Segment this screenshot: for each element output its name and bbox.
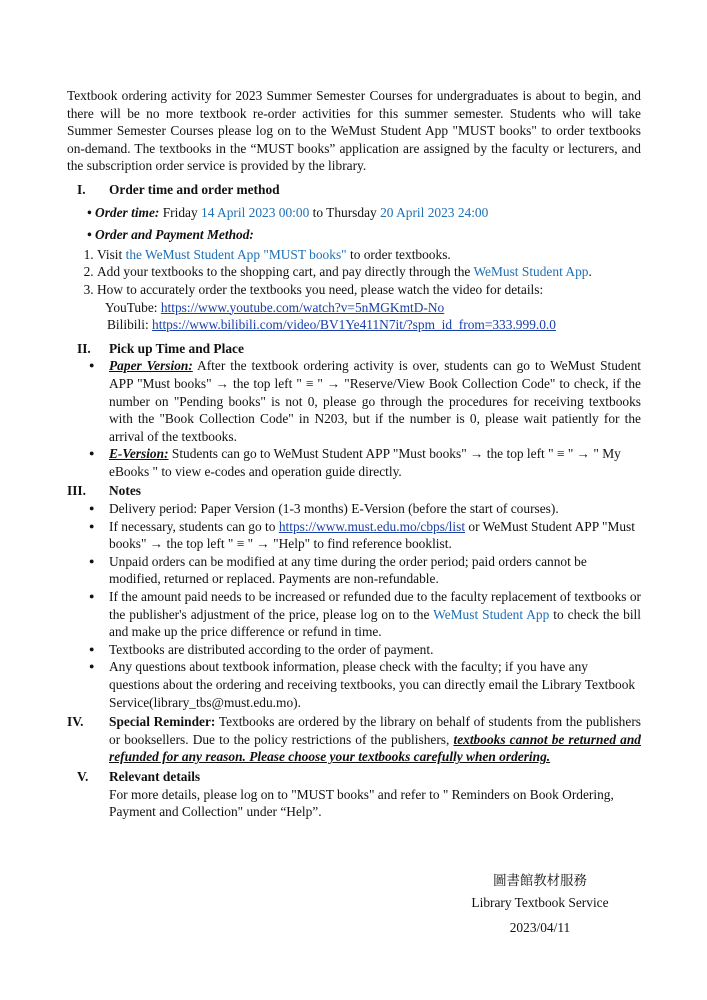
section-number: V. [77,768,89,784]
relevant-details-text: For more details, please log on to "MUST books" and refer to " Reminders on Book Ordering, Payment and Collection" under “Help”. [109,786,614,820]
order-time-line: • Order time: Friday 14 April 2023 00:00 to Thursday 20 April 2023 24:00 [87,204,489,220]
list-item: 1. Visit the WeMust Student App "MUST books" to order textbooks. [97,246,641,264]
paper-version-label: Paper Version: [109,358,193,374]
section-title: Order time and order method [109,181,280,197]
special-reminder-label: Special Reminder: [109,714,216,730]
list-item: 3. How to accurately order the textbooks you need, please watch the video for details: [97,281,641,299]
list-item: 2. Add your textbooks to the shopping cart, and pay directly through the WeMust Student App. [97,263,641,281]
section-number: III. [67,483,86,499]
no-refund-warning: textbooks cannot be returned and refunded for any reason. Please choose your textbooks carefully when ordering. [109,731,641,765]
order-steps-list [67,246,641,299]
section-2-heading [67,340,641,358]
order-time-label: • Order time: [87,204,160,220]
pickup-list [67,357,641,480]
list-item: ● Unpaid orders can be modified at any time during the order period; paid orders cannot be modified, returned or replaced. Payments are non-refundable. [89,553,641,588]
booklist-link[interactable]: https://www.must.edu.mo/cbps/list [278,518,466,534]
section-1-heading [67,181,641,199]
section-number: I. [77,181,86,197]
wemust-app-link[interactable]: WeMust Student App [433,606,550,622]
signature-chinese: 圖書館教材服務 [493,873,587,888]
list-item: ● Delivery period: Paper Version (1-3 months) E-Version (before the start of courses). [89,500,641,518]
section-3-heading [67,482,641,500]
order-method-label: • Order and Payment Method: [87,227,254,243]
notes-list [67,500,641,711]
list-item: ● Textbooks are distributed according to the order of payment. [89,641,641,659]
list-item: ● If the amount paid needs to be increased or refunded due to the faculty replacement of textbooks or the publisher's adjustment of the price, please log on to the WeMust Student App to check the bill and make up the price difference or refund in time. [89,588,641,641]
youtube-line: YouTube: https://www.youtube.com/watch?v=5nMGKmtD-No [105,299,445,315]
wemust-app-link[interactable]: WeMust Student App [473,264,589,280]
order-end-date: 20 April 2023 24:00 [380,204,489,220]
section-5-heading [67,768,641,786]
section-title: Pick up Time and Place [109,340,244,356]
bilibili-link[interactable]: https://www.bilibili.com/video/BV1Ye411N7it/?spm_id_from=333.999.0.0 [152,317,556,333]
document-body [67,87,641,821]
signature-date: 2023/04/11 [509,920,571,935]
section-title: Relevant details [109,768,201,784]
signature-english: Library Textbook Service [471,895,609,910]
section-4 [67,713,641,766]
order-start-date: 14 April 2023 00:00 [201,204,310,220]
intro-paragraph: Textbook ordering activity for 2023 Summer Semester Courses for undergraduates is about to begin, and there will be no more textbook re-order activities for this summer semester. Students who will take Summer Semester Courses please log on to the WeMust Student App "MUST books" to order textbooks on-demand. The textbooks in the “MUST books” application are assigned by the faculty or lecturers, and the subscription order service is provided by the library. [67,88,641,174]
list-item: ● Paper Version: After the textbook ordering activity is over, students can go to WeMust Student APP "Must books" → the top left " ≡ " → "Reserve/View Book Collection Code" to check, if the number on "Pending books" is not 0, please go through the procedures for receiving textbooks with the "Book Collection Code" in N203, but if the number is 0, please wait patiently for the arrival of the textbooks. [89,357,641,445]
section-number: II. [77,340,91,356]
list-item: ● If necessary, students can go to https://www.must.edu.mo/cbps/list or WeMust Student APP "Must books" → the top left " ≡ " → "Help" to find reference booklist. [89,518,641,553]
youtube-link[interactable]: https://www.youtube.com/watch?v=5nMGKmtD-No [160,299,445,315]
special-reminder-paragraph: Special Reminder: Textbooks are ordered by the library on behalf of students from the publishers or booksellers. Due to the policy restrictions of the publishers, textbooks cannot be returned and refunded for any reason. Please choose your textbooks carefully when ordering. [109,714,641,765]
bilibili-line: Bilibili: https://www.bilibili.com/video/BV1Ye411N7it/?spm_id_from=333.999.0.0 [107,317,556,333]
list-item: ● E-Version: Students can go to WeMust Student APP "Must books" → the top left " ≡ " → " My eBooks " to view e-codes and operation guide directly. [89,445,641,480]
list-item: ● Any questions about textbook information, please check with the faculty; if you have any questions about the ordering and receiving textbooks, you can directly email the Library Textbook Service(library_tbs@must.edu.mo). [89,658,641,711]
section-title: Notes [109,483,141,499]
section-number: IV. [67,714,84,730]
wemust-app-link[interactable]: the WeMust Student App "MUST books" [125,246,347,262]
e-version-label: E-Version: [109,446,169,462]
